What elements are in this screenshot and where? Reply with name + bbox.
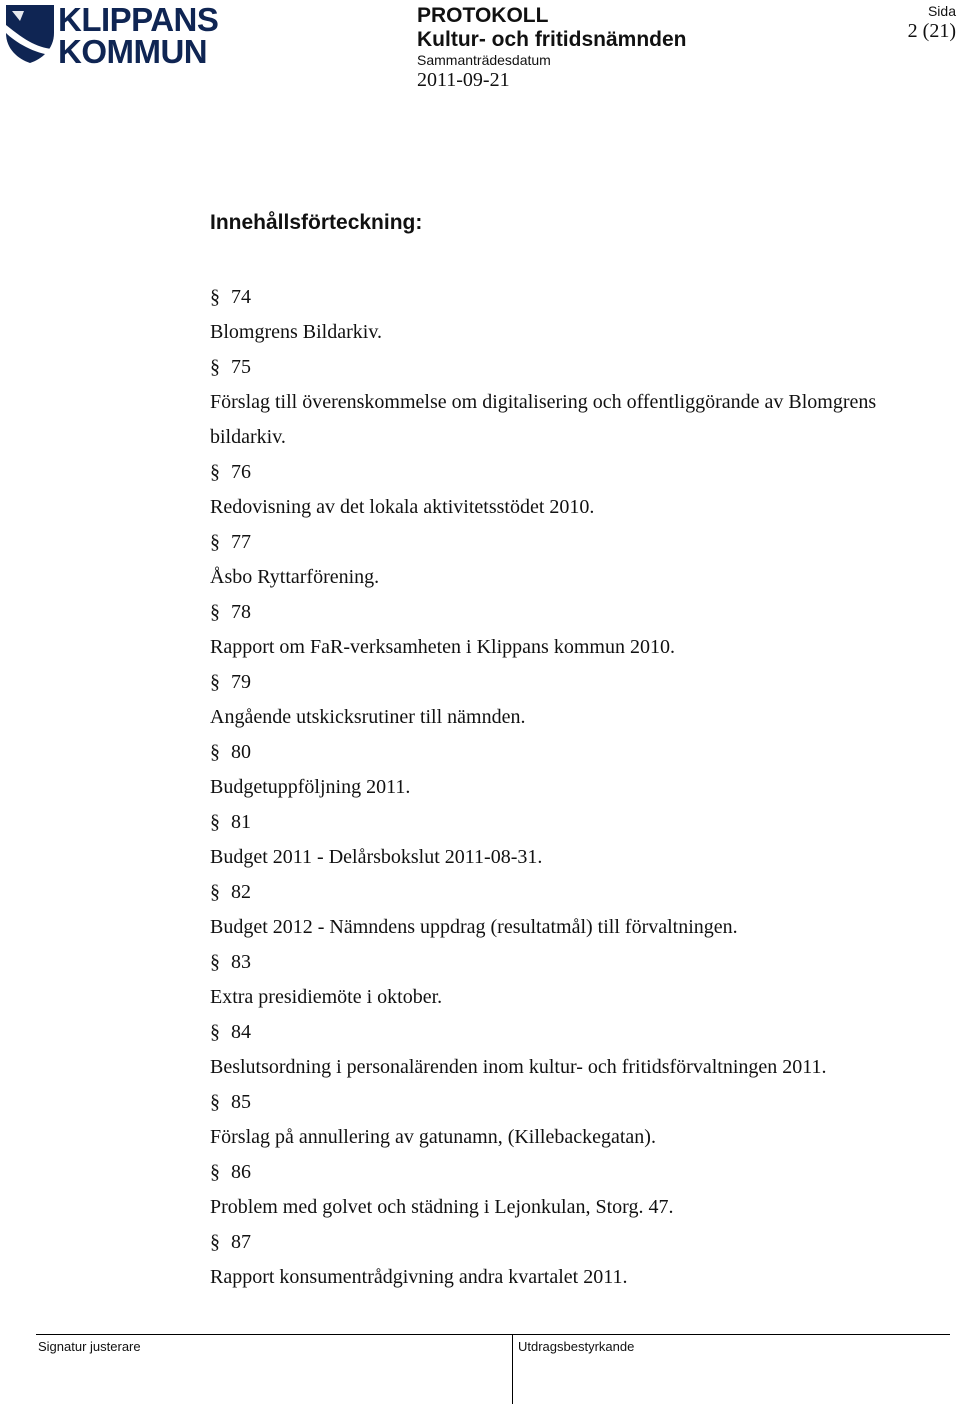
- toc-item-title: Angående utskicksrutiner till nämnden.: [210, 706, 526, 728]
- toc-item-title: Budget 2011 - Delårsbokslut 2011-08-31.: [210, 846, 543, 868]
- toc-item-title: Blomgrens Bildarkiv.: [210, 321, 383, 343]
- toc-paragraph-ref: [210, 1015, 910, 1050]
- section-symbol: §: [210, 741, 220, 763]
- section-symbol: §: [210, 601, 220, 623]
- toc-paragraph-number: 78: [231, 601, 251, 623]
- toc-item: [210, 945, 910, 1015]
- page-number: 2 (21): [907, 20, 956, 42]
- extract-certification-label: Utdragsbestyrkande: [518, 1339, 635, 1354]
- toc-paragraph-number: 87: [231, 1231, 251, 1253]
- toc-paragraph-number: 84: [231, 1021, 251, 1043]
- logo-text-line1: KLIPPANS: [58, 1, 219, 38]
- committee-name: Kultur- och fritidsnämnden: [417, 28, 687, 51]
- toc-item-title: Rapport om FaR-verksamheten i Klippans kommun 2010.: [210, 636, 675, 658]
- toc-paragraph-number: 83: [231, 951, 251, 973]
- toc-item: [210, 875, 910, 945]
- municipal-emblem-icon: [4, 3, 56, 65]
- toc-paragraph-ref: [210, 735, 910, 770]
- section-symbol: §: [210, 881, 220, 903]
- section-symbol: §: [210, 531, 220, 553]
- toc-item: [210, 350, 910, 455]
- toc-item: [210, 525, 910, 595]
- section-symbol: §: [210, 356, 220, 378]
- toc-item: [210, 735, 910, 805]
- toc-item: [210, 595, 910, 665]
- toc-item-title: Budget 2012 - Nämndens uppdrag (resultatmål) till förvaltningen.: [210, 916, 738, 938]
- section-symbol: §: [210, 671, 220, 693]
- toc-item-title: Förslag på annullering av gatunamn, (Killebackegatan).: [210, 1126, 656, 1148]
- section-symbol: §: [210, 286, 220, 308]
- toc-item: [210, 280, 910, 350]
- toc-item-title: Beslutsordning i personalärenden inom kultur- och fritidsförvaltningen 2011.: [210, 1056, 827, 1078]
- toc-paragraph-number: 82: [231, 881, 251, 903]
- toc-paragraph-number: 75: [231, 356, 251, 378]
- section-symbol: §: [210, 1161, 220, 1183]
- municipality-logo: [4, 1, 219, 70]
- toc-paragraph-ref: [210, 350, 910, 385]
- toc-paragraph-number: 80: [231, 741, 251, 763]
- toc-item-title: Budgetuppföljning 2011.: [210, 776, 411, 798]
- section-symbol: §: [210, 951, 220, 973]
- toc-paragraph-ref: [210, 595, 910, 630]
- table-of-contents: [210, 280, 910, 1295]
- toc-paragraph-number: 77: [231, 531, 251, 553]
- toc-paragraph-ref: [210, 665, 910, 700]
- toc-item: [210, 805, 910, 875]
- toc-paragraph-ref: [210, 455, 910, 490]
- section-symbol: §: [210, 1091, 220, 1113]
- toc-paragraph-number: 85: [231, 1091, 251, 1113]
- toc-paragraph-number: 76: [231, 461, 251, 483]
- toc-paragraph-ref: [210, 1225, 910, 1260]
- toc-item: [210, 1155, 910, 1225]
- toc-item: [210, 665, 910, 735]
- toc-paragraph-ref: [210, 805, 910, 840]
- meeting-date-value: 2011-09-21: [417, 69, 510, 91]
- signature-field-label: Signatur justerare: [38, 1339, 141, 1354]
- toc-item: [210, 1225, 910, 1295]
- toc-paragraph-number: 74: [231, 286, 251, 308]
- toc-item-title: Problem med golvet och städning i Lejonkulan, Storg. 47.: [210, 1196, 674, 1218]
- toc-paragraph-ref: [210, 875, 910, 910]
- section-symbol: §: [210, 461, 220, 483]
- toc-item-title: Åsbo Ryttarförening.: [210, 566, 380, 588]
- footer-rule: [36, 1334, 950, 1335]
- toc-item: [210, 1015, 910, 1085]
- toc-paragraph-ref: [210, 280, 910, 315]
- toc-item-title: Extra presidiemöte i oktober.: [210, 986, 443, 1008]
- section-symbol: §: [210, 1231, 220, 1253]
- toc-paragraph-ref: [210, 945, 910, 980]
- section-symbol: §: [210, 811, 220, 833]
- page-label: Sida: [927, 3, 956, 19]
- toc-paragraph-ref: [210, 525, 910, 560]
- toc-item-title: Förslag till överenskommelse om digitalisering och offentliggörande av Blomgrens bildarkiv.: [210, 391, 877, 448]
- toc-item: [210, 1085, 910, 1155]
- toc-paragraph-number: 79: [231, 671, 251, 693]
- footer-column-divider: [512, 1334, 513, 1404]
- document-type: PROTOKOLL: [417, 4, 549, 27]
- toc-paragraph-number: 86: [231, 1161, 251, 1183]
- logo-text-line2: KOMMUN: [58, 33, 208, 70]
- toc-paragraph-ref: [210, 1085, 910, 1120]
- section-symbol: §: [210, 1021, 220, 1043]
- meeting-date-label: Sammanträdesdatum: [417, 52, 551, 68]
- toc-heading: Innehållsförteckning:: [210, 211, 423, 234]
- toc-paragraph-ref: [210, 1155, 910, 1190]
- toc-item-title: Rapport konsumentrådgivning andra kvartalet 2011.: [210, 1266, 628, 1288]
- toc-item: [210, 455, 910, 525]
- toc-paragraph-number: 81: [231, 811, 251, 833]
- toc-item-title: Redovisning av det lokala aktivitetsstödet 2010.: [210, 496, 595, 518]
